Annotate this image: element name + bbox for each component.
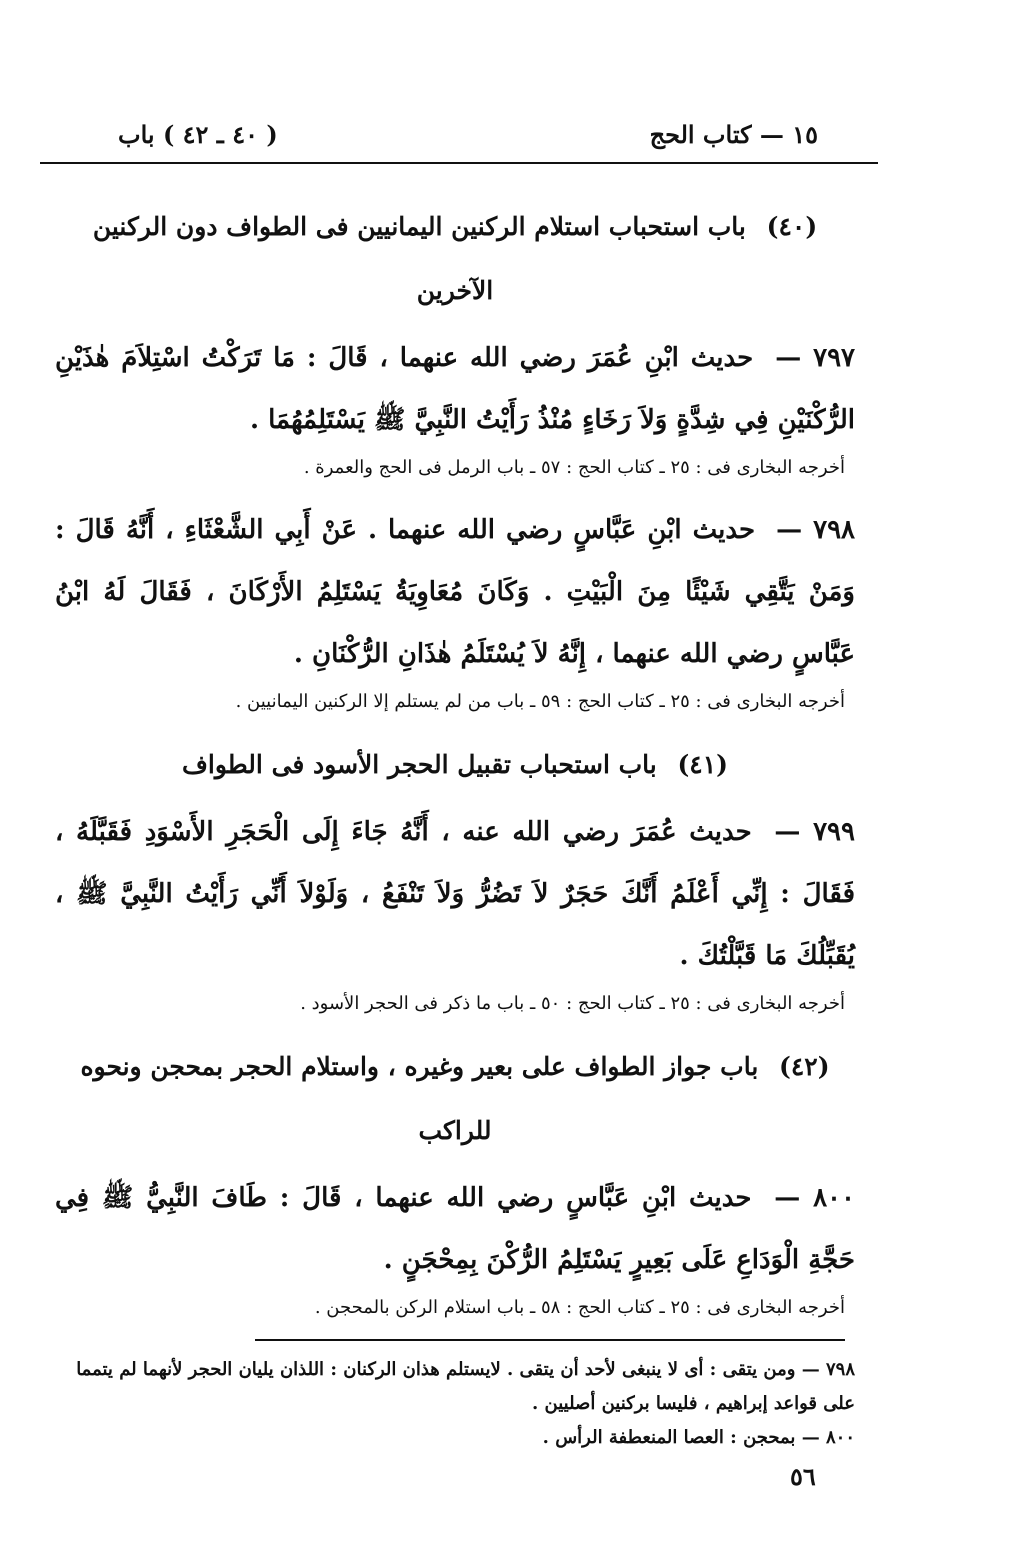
hadith <box>55 327 855 451</box>
chapter-number: (٤٠) <box>766 212 818 241</box>
chapter-number: (٤٢) <box>779 1052 830 1081</box>
hadith-text: حديث ابْنِ عَبَّاسٍ رضي الله عنهما . عَنْ أَبِي الشَّعْثَاءِ ، أَنَّهُ قَالَ : وَمَنْ يَتَّقِي شَيْئًا مِنَ الْبَيْتِ . وَكَانَ مُعَاوِيَةُ يَسْتَلِمُ الأَرْكَانَ ، فَقَالَ لَهُ ابْنُ عَبَّاسٍ رضي الله عنهما ، إِنَّهُ لاَ يُسْتَلَمُ هٰذَانِ الرُّكْنَانِ . <box>55 515 855 669</box>
page-body <box>55 195 855 1455</box>
chapter-title: باب جواز الطواف على بعير وغيره ، واستلام الحجر بمحجن ونحوه للراكب <box>80 1052 759 1145</box>
footnote-divider <box>255 1339 845 1341</box>
hadith-text: حديث ابْنِ عَبَّاسٍ رضي الله عنهما ، قَالَ : طَافَ النَّبِيُّ ﷺ فِي حَجَّةِ الْوَدَاعِ عَلَى بَعِيرٍ يَسْتَلِمُ الرُّكْنَ بِمِحْجَنٍ . <box>55 1183 855 1275</box>
hadith-number: ٨٠٠ — <box>774 1183 855 1213</box>
hadith-source: أخرجه البخارى فى : ٢٥ ـ كتاب الحج : ٥٩ ـ باب من لم يستلم إلا الركنين اليمانيين . <box>235 691 845 712</box>
chapter-heading <box>55 195 855 323</box>
hadith-number: ٧٩٨ — <box>776 515 856 545</box>
hadith-text: حديث عُمَرَ رضي الله عنه ، أَنَّهُ جَاءَ إِلَى الْحَجَرِ الأَسْوَدِ فَقَبَّلَهُ ، فَقَالَ : إِنِّي أَعْلَمُ أَنَّكَ حَجَرٌ لاَ تَضُرُّ وَلاَ تَنْفَعُ ، وَلَوْلاَ أَنِّي رَأَيْتُ النَّبِيَّ ﷺ ، يُقَبِّلُكَ مَا قَبَّلْتُكَ . <box>55 817 855 971</box>
header-book-title: ١٥ — كتاب الحج <box>649 120 818 149</box>
footnote: ٨٠٠ — بمحجن : العصا المنعطفة الرأس . <box>542 1427 855 1448</box>
hadith <box>55 1167 855 1291</box>
chapter-title: باب استحباب استلام الركنين اليمانيين فى الطواف دون الركنين الآخرين <box>92 212 746 305</box>
chapter-heading <box>55 733 855 797</box>
hadith-text: حديث ابْنِ عُمَرَ رضي الله عنهما ، قَالَ : مَا تَرَكْتُ اسْتِلاَمَ هٰذَيْنِ الرُّكْنَيْنِ فِي شِدَّةٍ وَلاَ رَخَاءٍ مُنْذُ رَأَيْتُ النَّبِيَّ ﷺ يَسْتَلِمُهُمَا . <box>55 343 855 435</box>
hadith-source: أخرجه البخارى فى : ٢٥ ـ كتاب الحج : ٥٧ ـ باب الرمل فى الحج والعمرة . <box>303 457 845 478</box>
chapter-title: باب استحباب تقبيل الحجر الأسود فى الطواف <box>182 750 657 779</box>
hadith-number: ٧٩٧ — <box>775 343 856 373</box>
hadith-source: أخرجه البخارى فى : ٢٥ ـ كتاب الحج : ٥٠ ـ باب ما ذكر فى الحجر الأسود . <box>300 993 845 1014</box>
running-header <box>40 112 878 164</box>
chapter-heading <box>55 1035 855 1163</box>
hadith <box>55 801 855 987</box>
footnote: ٧٩٨ — ومن يتقى : أى لا ينبغى لأحد أن يتقى . لايستلم هذان الركنان : اللذان يليان الحجر لأنهما لم يتمما على قواعد إبراهيم ، فليسا بركنين أصليين . <box>76 1359 855 1414</box>
chapter-number: (٤١) <box>677 750 728 779</box>
header-chapter-range: ( ٤٠ ـ ٤٢ ) باب <box>118 120 278 149</box>
page-number: ٥٦ <box>790 1462 816 1491</box>
hadith-number: ٧٩٩ — <box>774 817 855 847</box>
hadith-source: أخرجه البخارى فى : ٢٥ ـ كتاب الحج : ٥٨ ـ باب استلام الركن بالمحجن . <box>314 1297 845 1318</box>
hadith <box>55 499 855 685</box>
